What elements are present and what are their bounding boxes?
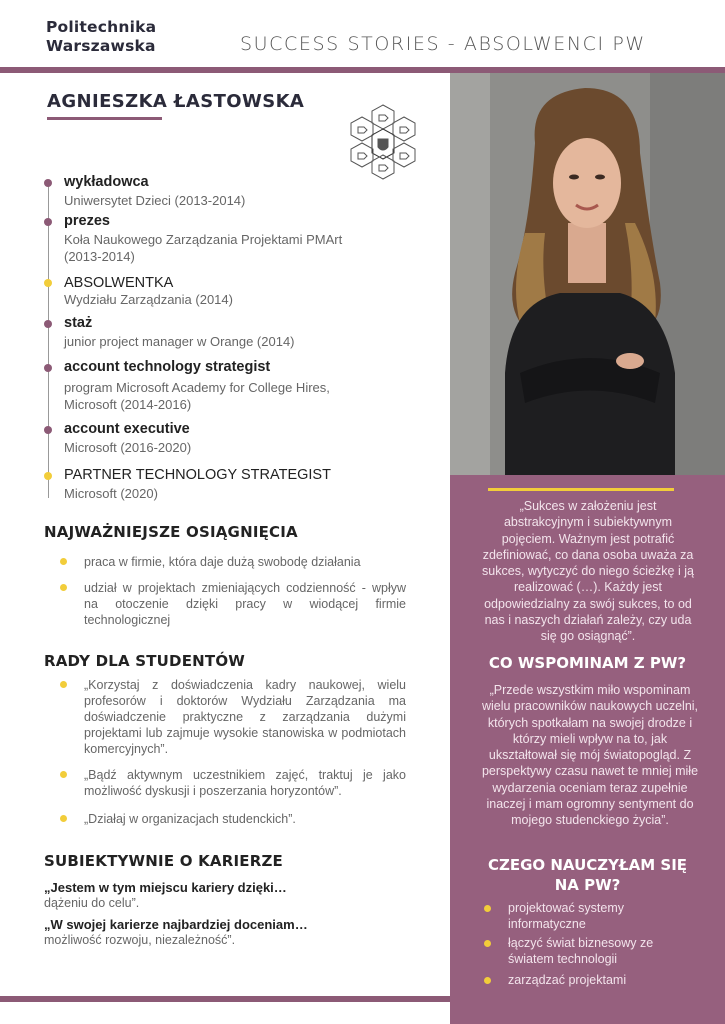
career-answer: dążeniu do celu”. bbox=[44, 896, 140, 910]
bullet-icon bbox=[484, 905, 491, 912]
bullet-icon bbox=[484, 940, 491, 947]
timeline-detail: Wydziału Zarządzania (2014) bbox=[64, 292, 233, 307]
timeline-dot-highlight bbox=[44, 472, 52, 480]
bullet-icon bbox=[60, 815, 67, 822]
university-logo bbox=[46, 18, 156, 56]
timeline-role: account executive bbox=[64, 421, 190, 437]
achievements-heading: NAJWAŻNIEJSZE OSIĄGNIĘCIA bbox=[44, 523, 298, 541]
timeline-dot bbox=[44, 218, 52, 226]
portrait-photo bbox=[450, 73, 725, 475]
logo-line-1: Politechnika bbox=[46, 18, 157, 36]
faculty-emblem-icon bbox=[345, 103, 421, 181]
career-answer: możliwość rozwoju, niezależność”. bbox=[44, 933, 236, 947]
timeline-role: account technology strategist bbox=[64, 359, 271, 375]
timeline-role: wykładowca bbox=[64, 174, 149, 190]
bullet-icon bbox=[60, 584, 67, 591]
learned-heading: CZEGO NAUCZYŁAM SIĘ NA PW? bbox=[487, 856, 688, 894]
timeline-role: PARTNER TECHNOLOGY STRATEGIST bbox=[64, 467, 331, 483]
logo-line-2: Warszawska bbox=[46, 37, 156, 55]
bullet-icon bbox=[60, 558, 67, 565]
timeline-detail: Microsoft (2016-2020) bbox=[64, 440, 192, 455]
timeline-dot bbox=[44, 320, 52, 328]
timeline-role: prezes bbox=[64, 213, 110, 229]
learned-item: projektować systemy informatyczne bbox=[508, 901, 625, 931]
memories-heading: CO WSPOMINAM Z PW? bbox=[488, 654, 687, 672]
person-name: AGNIESZKA ŁASTOWSKA bbox=[47, 91, 305, 112]
advice-heading: RADY DLA STUDENTÓW bbox=[44, 652, 246, 670]
advice-item: „Działaj w organizacjach studenckich”. bbox=[84, 812, 296, 826]
timeline-dot-highlight bbox=[44, 279, 52, 287]
career-heading: SUBIEKTYWNIE O KARIERZE bbox=[44, 852, 283, 870]
learned-item: zarządzać projektami bbox=[508, 973, 627, 987]
timeline-role: ABSOLWENTKA bbox=[64, 275, 174, 291]
timeline-detail: Microsoft (2020) bbox=[64, 486, 158, 501]
achievement-item: udział w projektach zmieniających codzienność - wpływ na otoczenie dzięki pracy w wiodącej firmie technologicznej bbox=[84, 581, 406, 627]
bullet-icon bbox=[60, 681, 67, 688]
career-question: „W swojej karierze najbardziej doceniam… bbox=[44, 917, 308, 932]
achievement-item: praca w firmie, która daje dużą swobodę działania bbox=[84, 555, 361, 569]
timeline-detail: program Microsoft Academy for College Hires, bbox=[64, 380, 330, 395]
career-timeline-line bbox=[48, 181, 49, 498]
portrait-illustration bbox=[450, 73, 725, 475]
timeline-detail: Uniwersytet Dzieci (2013-2014) bbox=[64, 193, 246, 208]
timeline-role: staż bbox=[64, 315, 93, 331]
timeline-dot bbox=[44, 426, 52, 434]
sidebar-quote: „Sukces w założeniu jest abstrakcyjnym i subiektywnym pojęciem. Ważnym jest potrafić zdefiniować, co dana osoba uważa za sukces, wytyczyć do niego ścieżkę i ją realizować (…). Każdy jest odpowiedzialny za swój sukces, to od nas i naszych działań zależy, czy uda się go osiągnąć”. bbox=[482, 499, 694, 644]
footer-divider bbox=[0, 996, 450, 1002]
sidebar-accent-line bbox=[488, 488, 674, 491]
learned-item: łączyć świat biznesowy ze światem technologii bbox=[508, 936, 654, 966]
bullet-icon bbox=[484, 977, 491, 984]
timeline-detail: Koła Naukowego Zarządzania Projektami PMArt bbox=[64, 232, 343, 247]
advice-item: „Bądź aktywnym uczestnikiem zajęć, traktuj je jako możliwość dyskusji i poszerzania horyzontów”. bbox=[84, 768, 406, 798]
timeline-detail: junior project manager w Orange (2014) bbox=[64, 334, 295, 349]
timeline-detail: (2013-2014) bbox=[64, 249, 135, 264]
bullet-icon bbox=[60, 771, 67, 778]
name-underline bbox=[47, 117, 162, 120]
career-question: „Jestem w tym miejscu kariery dzięki… bbox=[44, 880, 287, 895]
advice-item: „Korzystaj z doświadczenia kadry naukowej, wielu profesorów i doktorów Wydziału Zarządzania ma doświadczenie praktyczne z zarządzania dużymi projektami lub zajmuje wysokie stanowiska w podmiotach komercyjnych”. bbox=[84, 678, 406, 756]
memories-text: „Przede wszystkim miło wspominam wielu pracowników naukowych uczelni, których spotkałam na swojej drodze i którzy mieli wpływ na to, jak ukształtował się mój światopogląd. Z perspektywy czasu nawet te mniej miłe wydarzenia oceniam teraz zupełnie inaczej i mam ogromny sentyment do mojego studenckiego życia”. bbox=[481, 683, 699, 828]
timeline-dot bbox=[44, 179, 52, 187]
timeline-detail: Microsoft (2014-2016) bbox=[64, 397, 192, 412]
timeline-dot bbox=[44, 364, 52, 372]
page-header-title: SUCCESS STORIES - ABSOLWENCI PW bbox=[240, 33, 646, 55]
